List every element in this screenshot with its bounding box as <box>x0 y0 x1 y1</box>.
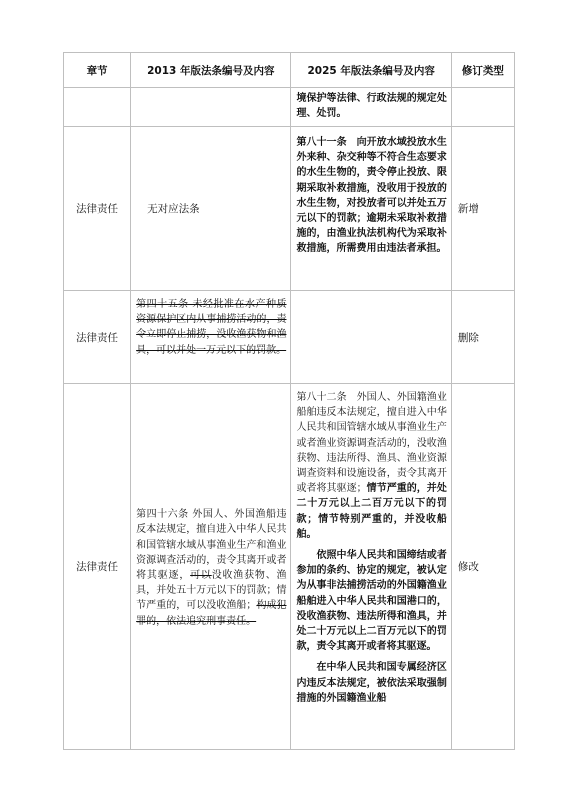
table-row <box>64 88 515 127</box>
row2-old: 无对应法条 <box>131 127 291 291</box>
row3-old: 第四十五条 未经批准在水产种质资源保护区内从事捕捞活动的，责令立即停止捕捞，没收渔获物和渔具，可以并处一万元以下的罚款。 <box>131 291 291 384</box>
row4-old-part1: 第四十六条 外国人、外国渔船违反本法规定，擅自进入中华人民共和国管辖水域从事渔业生产和渔业资源调查活动的，责令其离开或者将其驱逐， <box>136 509 287 581</box>
row1-chapter <box>64 88 131 127</box>
revision-comparison-table <box>63 52 515 750</box>
row3-new <box>291 291 451 384</box>
row4-old <box>131 384 291 750</box>
row4-new-para2: 依照中华人民共和国缔结或者参加的条约、协定的规定，被认定为从事非法捕捞活动的外国籍渔业船舶进入中华人民共和国港口的，没收渔获物、违法所得和渔具，并处二十万元以上二百万元以下的罚款，责令其离开或者将其驱逐。 <box>296 550 447 653</box>
row4-new-para1-bold: 情节严重的，并处二十万元以上二百万元以下的罚款；情节特别严重的，并没收船舶。 <box>296 483 447 540</box>
header-type: 修订类型 <box>451 53 514 88</box>
row4-new-para1 <box>296 390 446 542</box>
row4-new-para3: 在中华人民共和国专属经济区内违反本法规定，被依法采取强制措施的外国籍渔业船 <box>296 662 447 704</box>
row2-new: 第八十一条 向开放水域投放水生外来种、杂交种等不符合生态要求的水生生物的，责令停止投放、限期采取补救措施，没收用于投放的水生生物，对投放者可以并处五万元以下的罚款；逾期未采取补救措施的，由渔业执法机构代为采取补救措施，所需费用由违法者承担。 <box>291 127 451 291</box>
table-row <box>64 291 515 384</box>
row1-type <box>451 88 514 127</box>
row4-old-strike2: 构成犯罪的，依法追究刑事责任。 <box>136 600 287 627</box>
table-row <box>64 127 515 291</box>
row1-new: 境保护等法律、行政法规的规定处理、处罚。 <box>291 88 451 127</box>
row3-chapter: 法律责任 <box>64 291 131 384</box>
header-2025: 2025 年版法条编号及内容 <box>291 53 451 88</box>
table-header-row <box>64 53 515 88</box>
row2-type: 新增 <box>451 127 514 291</box>
row4-new <box>291 384 451 750</box>
row4-old-strike1: 可以 <box>190 570 212 581</box>
header-chapter: 章节 <box>64 53 131 88</box>
row1-old <box>131 88 291 127</box>
row3-type: 删除 <box>451 291 514 384</box>
row2-chapter: 法律责任 <box>64 127 131 291</box>
row4-new-para1-plain: 第八十二条 外国人、外国籍渔业船舶违反本法规定，擅自进入中华人民共和国管辖水域从事渔业生产或者渔业资源调查活动的，没收渔获物、违法所得、渔具、渔业资源调查资料和设施设备，责令其离开或者将其驱逐； <box>296 392 447 495</box>
row4-old-part2: 没收渔获物、渔具，并处五十万元以下的罚款；情节严重的，可以没收渔船； <box>136 570 287 612</box>
row4-type: 修改 <box>451 384 514 750</box>
header-2013: 2013 年版法条编号及内容 <box>131 53 291 88</box>
row4-chapter: 法律责任 <box>64 384 131 750</box>
table-row <box>64 384 515 750</box>
